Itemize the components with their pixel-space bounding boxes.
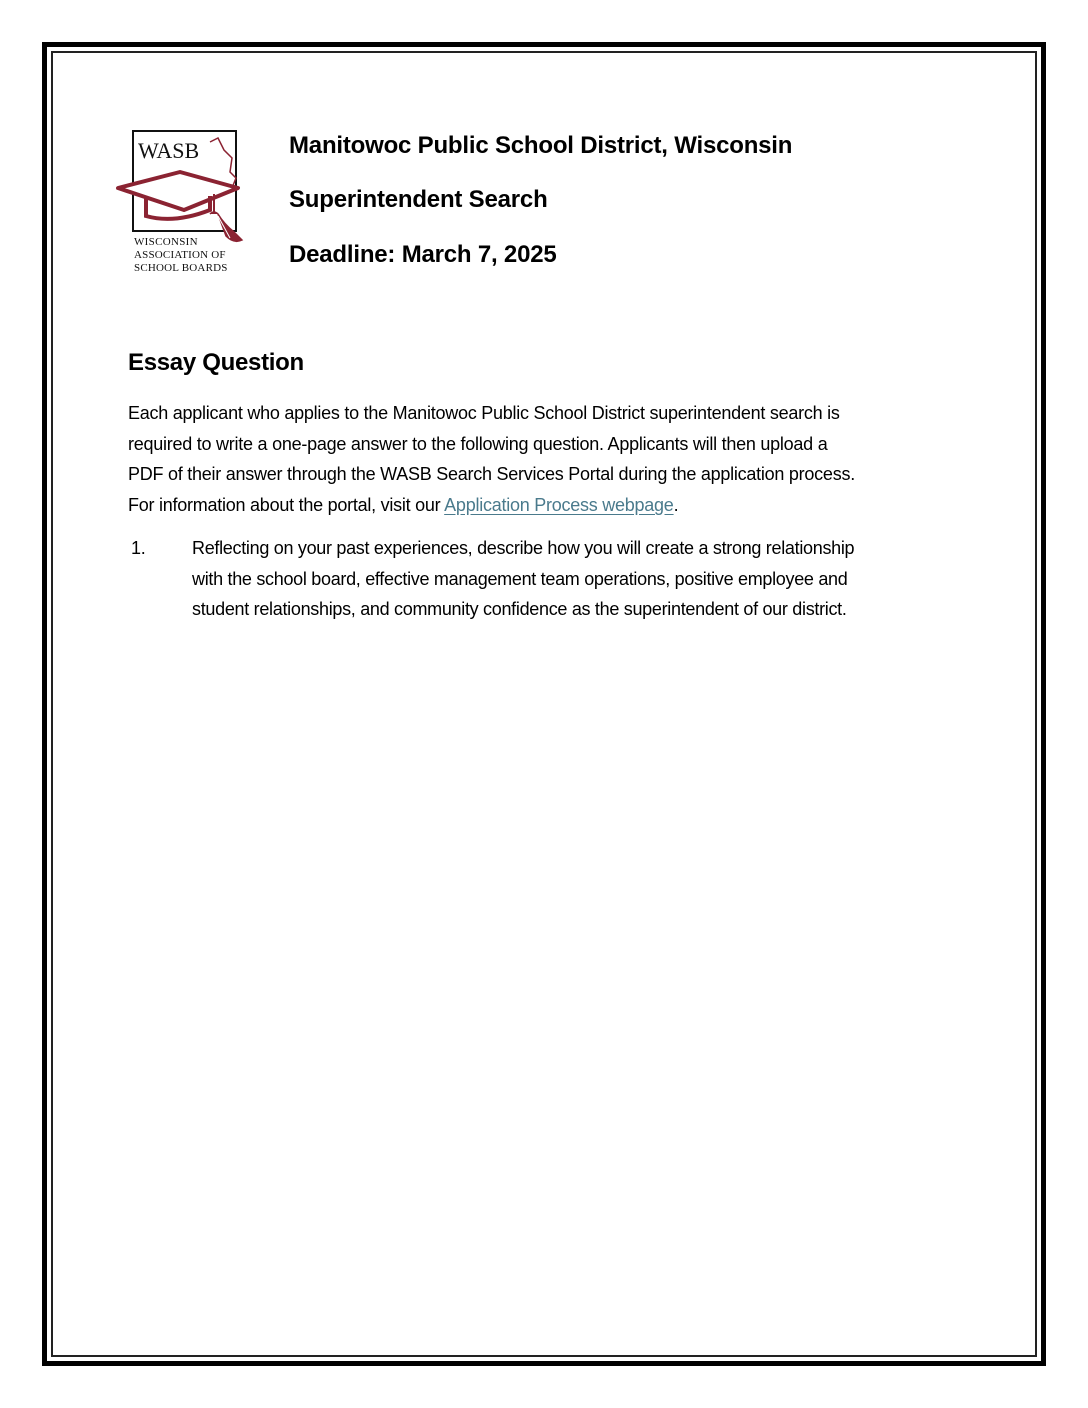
search-title: Superintendent Search — [289, 186, 548, 213]
wasb-logo — [114, 128, 250, 276]
list-item-number: 1. — [131, 538, 146, 558]
logo-line-1: WISCONSIN — [134, 236, 198, 248]
application-process-link[interactable]: Application Process webpage — [444, 494, 674, 515]
logo-line-2: ASSOCIATION OF — [134, 249, 226, 261]
question-line: student relationships, and community confidence as the superintendent of our district. — [192, 599, 847, 620]
graduation-cap-icon — [114, 128, 250, 276]
paragraph-line: required to write a one-page answer to the following question. Applicants will then upload a — [128, 433, 828, 454]
question-line: Reflecting on your past experiences, describe how you will create a strong relationship — [192, 538, 855, 558]
paragraph-line: Each applicant who applies to the Manitowoc Public School District superintendent search is — [128, 403, 840, 423]
question-line: with the school board, effective management team operations, positive employee and — [192, 568, 848, 589]
deadline-title: Deadline: March 7, 2025 — [289, 241, 557, 268]
paragraph-line: PDF of their answer through the WASB Search Services Portal during the application process. — [128, 464, 855, 485]
link-suffix-text: . — [673, 494, 679, 515]
section-heading: Essay Question — [128, 349, 304, 376]
intro-paragraph — [128, 398, 968, 520]
logo-line-3: SCHOOL BOARDS — [134, 262, 228, 274]
list-item-text — [192, 533, 854, 625]
district-title: Manitowoc Public School District, Wisconsin — [289, 132, 793, 159]
logo-acronym: WASB — [138, 138, 200, 163]
paragraph-line — [128, 490, 968, 521]
link-prefix-text: For information about the portal, visit our — [128, 494, 445, 515]
